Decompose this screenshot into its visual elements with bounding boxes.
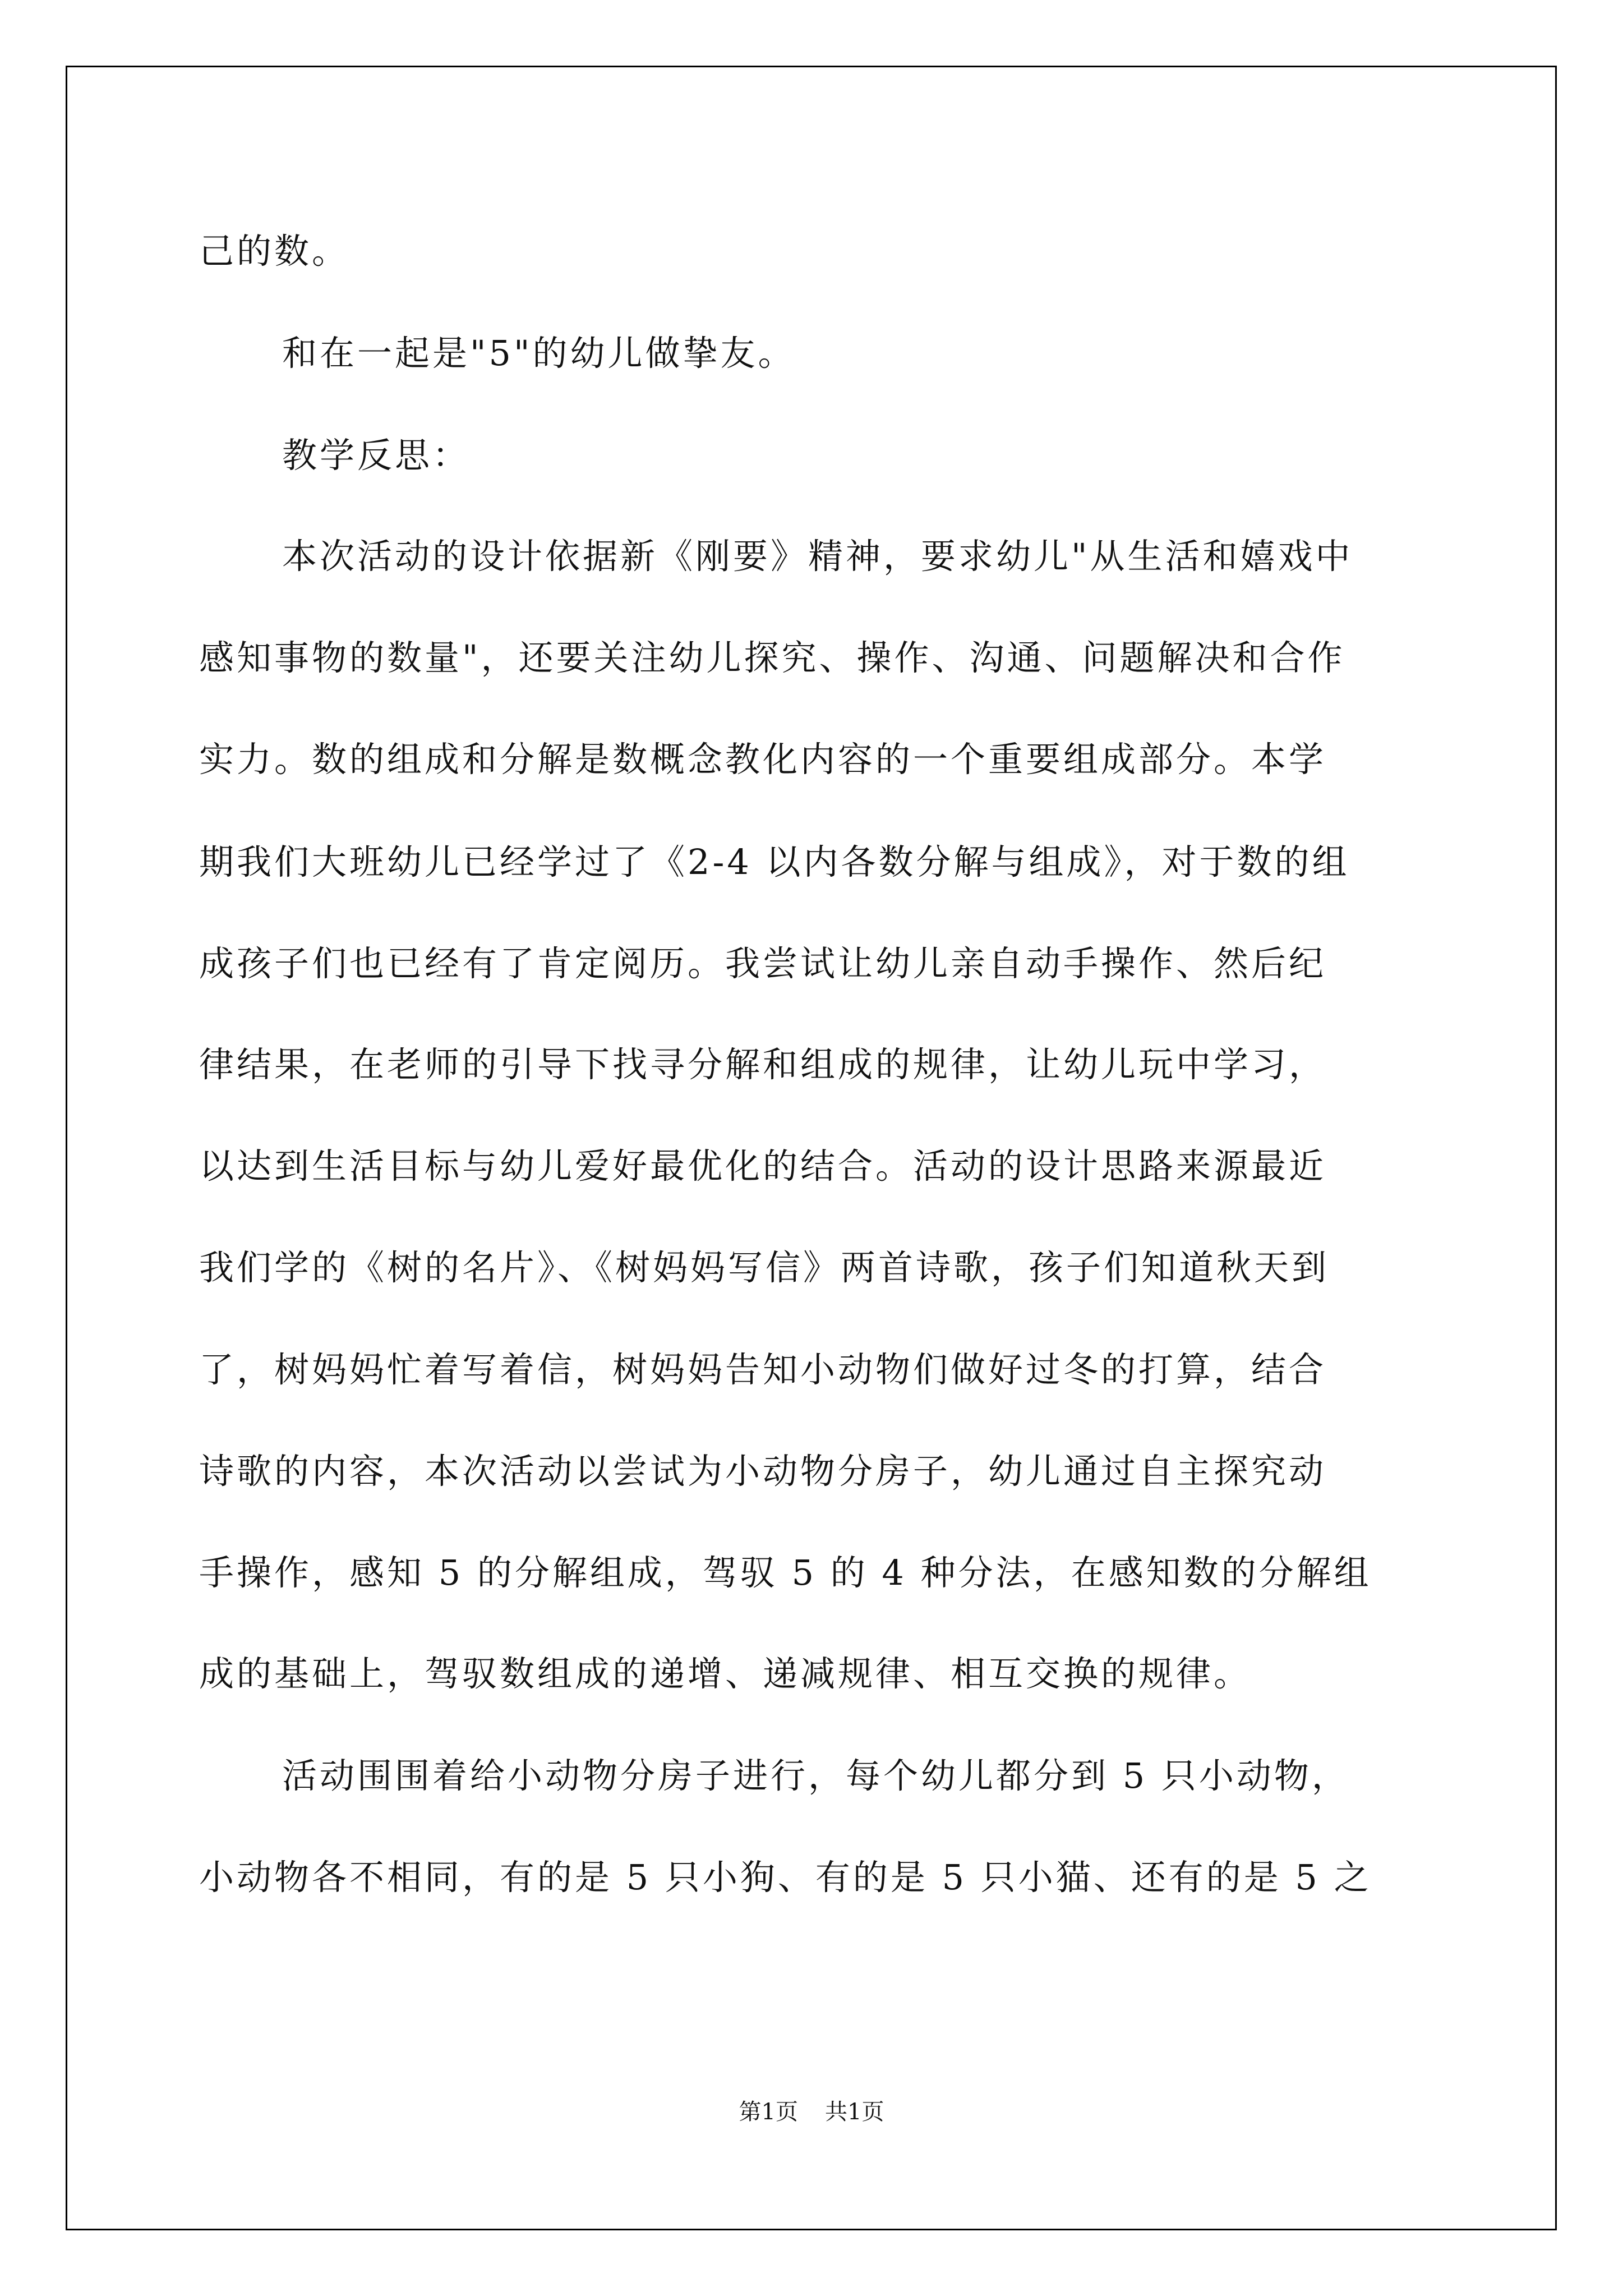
- paragraph-line: 了，树妈妈忙着写着信，树妈妈告知小动物们做好过冬的打算，结合: [199, 1349, 1327, 1390]
- paragraph-line: 手操作，感知 5 的分解组成，驾驭 5 的 4 种分法，在感知数的分解组: [199, 1552, 1372, 1593]
- paragraph-line: 成孩子们也已经有了肯定阅历。我尝试让幼儿亲自动手操作、然后纪: [199, 943, 1327, 984]
- page-total: 共1页: [825, 2099, 884, 2125]
- paragraph-line: 实力。数的组成和分解是数概念教化内容的一个重要组成部分。本学: [199, 739, 1327, 780]
- paragraph-line: 以达到生活目标与幼儿爱好最优化的结合。活动的设计思路来源最近: [199, 1145, 1327, 1186]
- paragraph-line: 律结果，在老师的引导下找寻分解和组成的规律，让幼儿玩中学习，: [199, 1044, 1327, 1085]
- paragraph-line: 感知事物的数量"，还要关注幼儿探究、操作、沟通、问题解决和合作: [199, 637, 1345, 678]
- paragraph-line: 我们学的《树的名片》、《树妈妈写信》两首诗歌，孩子们知道秋天到: [199, 1247, 1330, 1288]
- page-number: 第1页: [739, 2099, 798, 2125]
- text-line-1: 己的数。: [199, 231, 350, 272]
- paragraph-line: 和在一起是"5"的幼儿做挚友。: [282, 333, 796, 374]
- section-heading: 教学反思：: [282, 435, 471, 476]
- page-footer: [0, 2098, 1623, 2126]
- paragraph-line: 活动围围着给小动物分房子进行，每个幼儿都分到 5 只小动物，: [282, 1755, 1349, 1796]
- paragraph-line: 小动物各不相同，有的是 5 只小狗、有的是 5 只小猫、还有的是 5 之: [199, 1857, 1372, 1898]
- paragraph-line: 成的基础上，驾驭数组成的递增、递减规律、相互交换的规律。: [199, 1653, 1252, 1694]
- paragraph-line: 本次活动的设计依据新《刚要》精神，要求幼儿"从生活和嬉戏中: [282, 536, 1353, 577]
- paragraph-line: 期我们大班幼儿已经学过了《2-4 以内各数分解与组成》，对于数的组: [199, 841, 1350, 882]
- paragraph-line: 诗歌的内容，本次活动以尝试为小动物分房子，幼儿通过自主探究动: [199, 1451, 1327, 1492]
